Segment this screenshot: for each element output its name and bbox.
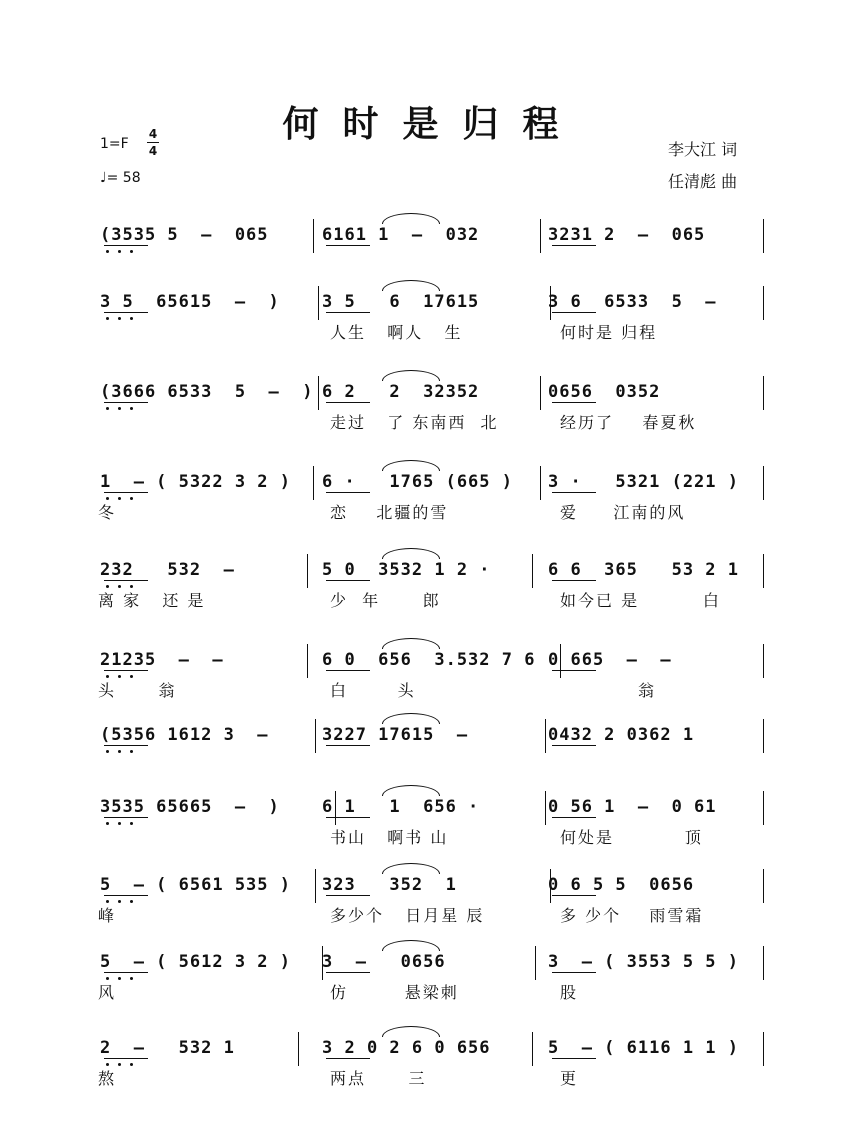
score-row [0,952,865,1032]
barline [763,946,764,980]
barline [540,219,541,253]
barline [313,466,314,500]
beam-line [326,245,370,246]
beam-line [552,670,596,671]
octave-dot [106,822,109,825]
barline [540,376,541,410]
beam-line [104,580,148,581]
octave-dot [130,900,133,903]
composer-credit: 任清彪 曲 [668,172,738,191]
beam-line [326,312,370,313]
beam-line [326,670,370,671]
beam-line [326,745,370,746]
page-title: 何时是归程 [282,104,583,145]
beam-line [552,1058,596,1059]
barline [545,719,546,753]
lyric-line: 头 翁 [98,681,177,700]
beam-line [104,670,148,671]
lyric-line: 白 头 [330,681,416,700]
beam-line [552,817,596,818]
octave-dot [130,585,133,588]
beam-line [552,402,596,403]
octave-dot [106,900,109,903]
barline [307,644,308,678]
octave-dot [106,585,109,588]
beam-line [552,492,596,493]
octave-dot [130,317,133,320]
measure-notes: 0 56 1 – 0 61 [548,797,717,817]
lyric-line: 冬 [98,503,117,522]
measure-notes: 1 – ( 5322 3 2 ) [100,472,291,492]
measure-notes: 0656 0352 [548,382,661,402]
beam-line [552,895,596,896]
lyric-line: 熬 [98,1069,117,1088]
lyric-line: 翁 [560,681,656,700]
octave-dot [118,675,121,678]
measure-notes: 2 – 532 1 [100,1038,235,1058]
measure-notes: 3 5 6 17615 [322,292,480,312]
barline [540,466,541,500]
lyric-line: 更 [560,1069,579,1088]
measure-notes: 5 – ( 6561 535 ) [100,875,291,895]
beam-line [104,1058,148,1059]
octave-dot [130,497,133,500]
octave-dot [130,977,133,980]
beam-line [326,1058,370,1059]
barline [763,286,764,320]
lyric-line: 人生 啊人 生 [330,323,463,342]
measure-notes: 6 · 1765 (665 ) [322,472,513,492]
octave-dot [106,497,109,500]
measure-notes: 5 0 3532 1 2 · [322,560,491,580]
lyric-line: 何处是 顶 [560,828,703,847]
barline [763,219,764,253]
measure-notes: 5 – ( 6116 1 1 ) [548,1038,739,1058]
tempo-marking: ♩= 58 [100,170,141,186]
score-row [0,1038,865,1118]
octave-dot [106,977,109,980]
measure-notes: (3666 6533 5 – ) [100,382,314,402]
measure-notes: 3 · 5321 (221 ) [548,472,739,492]
measure-notes: 5 – ( 5612 3 2 ) [100,952,291,972]
barline [298,1032,299,1066]
lyric-line: 书山 啊书 山 [330,828,449,847]
measure-notes: 6 6 365 53 2 1 [548,560,739,580]
lyric-line: 如今已 是 白 [560,591,721,610]
beam-line [104,972,148,973]
barline [318,376,319,410]
octave-dot [106,250,109,253]
beam-line [326,817,370,818]
octave-dot [130,407,133,410]
octave-dot [118,585,121,588]
measure-notes: 0 665 – – [548,650,672,670]
beam-line [104,895,148,896]
score-row [0,292,865,372]
octave-dot [118,1063,121,1066]
beam-line [326,402,370,403]
lyric-line: 股 [560,983,579,1002]
time-signature-top: 4 [148,127,158,141]
measure-notes: 6 2 2 32352 [322,382,480,402]
barline [532,1032,533,1066]
beam-line [104,745,148,746]
barline [315,869,316,903]
octave-dot [106,750,109,753]
octave-dot [118,750,121,753]
beam-line [104,312,148,313]
measure-notes: 3 – 0656 [322,952,446,972]
barline [763,869,764,903]
lyric-line: 恋 北疆的雪 [330,503,449,522]
lyric-line: 爱 江南的风 [560,503,686,522]
barline [763,376,764,410]
lyric-line: 经历了 春夏秋 [560,413,697,432]
key-signature: 1=F [100,136,129,152]
measure-notes: 3 2 0 2 6 0 656 [322,1038,491,1058]
measure-notes: 3 6 6533 5 – [548,292,717,312]
lyricist-credit: 李大江 词 [668,140,738,159]
measure-notes: 21235 – – [100,650,224,670]
barline [318,286,319,320]
lyric-line: 何时是 归程 [560,323,658,342]
lyric-line: 风 [98,983,117,1002]
beam-line [326,972,370,973]
beam-line [326,492,370,493]
beam-line [552,580,596,581]
octave-dot [106,317,109,320]
measure-notes: (5356 1612 3 – [100,725,269,745]
measure-notes: 3 – ( 3553 5 5 ) [548,952,739,972]
lyric-line: 仿 悬梁刺 [330,983,459,1002]
beam-line [104,817,148,818]
beam-line [104,245,148,246]
barline [535,946,536,980]
barline [763,466,764,500]
octave-dot [118,407,121,410]
barline [763,644,764,678]
barline [315,719,316,753]
barline [532,554,533,588]
beam-line [552,972,596,973]
score-row [0,560,865,640]
score-row [0,472,865,552]
octave-dot [118,497,121,500]
barline [763,719,764,753]
measure-notes: 3 5 65615 – ) [100,292,280,312]
lyric-line: 少 年 郎 [330,591,441,610]
lyric-line: 峰 [98,906,117,925]
measure-notes: 0432 2 0362 1 [548,725,695,745]
measure-notes: 6 0 656 3.532 7 6 [322,650,536,670]
time-signature-bottom: 4 [148,144,158,158]
beam-line [326,895,370,896]
measure-notes: 0 6 5 5 0656 [548,875,695,895]
octave-dot [130,750,133,753]
measure-notes: 3227 17615 – [322,725,469,745]
octave-dot [118,977,121,980]
measure-notes: 6 1 1 656 · [322,797,480,817]
beam-line [552,245,596,246]
slur-mark [382,213,440,224]
lyric-line: 多 少个 雨雪霜 [560,906,704,925]
beam-line [104,492,148,493]
octave-dot [118,317,121,320]
octave-dot [106,407,109,410]
beam-line [552,312,596,313]
barline [763,554,764,588]
score-row [0,797,865,877]
score-row [0,382,865,462]
octave-dot [106,1063,109,1066]
octave-dot [130,1063,133,1066]
beam-line [552,745,596,746]
barline [307,554,308,588]
octave-dot [130,675,133,678]
measure-notes: (3535 5 – 065 [100,225,269,245]
measure-notes: 3535 65665 – ) [100,797,280,817]
measure-notes: 6161 1 – 032 [322,225,480,245]
beam-line [326,580,370,581]
barline [313,219,314,253]
beam-line [104,402,148,403]
octave-dot [130,822,133,825]
octave-dot [118,900,121,903]
barline [763,791,764,825]
measure-notes: 232 532 – [100,560,235,580]
octave-dot [106,675,109,678]
lyric-line: 两点 三 [330,1069,427,1088]
octave-dot [130,250,133,253]
lyric-line: 多少个 日月星 辰 [330,906,485,925]
lyric-line: 走过 了 东南西 北 [330,413,499,432]
time-signature [147,127,159,158]
octave-dot [118,822,121,825]
barline [763,1032,764,1066]
lyric-line: 离 家 还 是 [98,591,206,610]
octave-dot [118,250,121,253]
measure-notes: 323 352 1 [322,875,457,895]
measure-notes: 3231 2 – 065 [548,225,706,245]
barline [545,791,546,825]
